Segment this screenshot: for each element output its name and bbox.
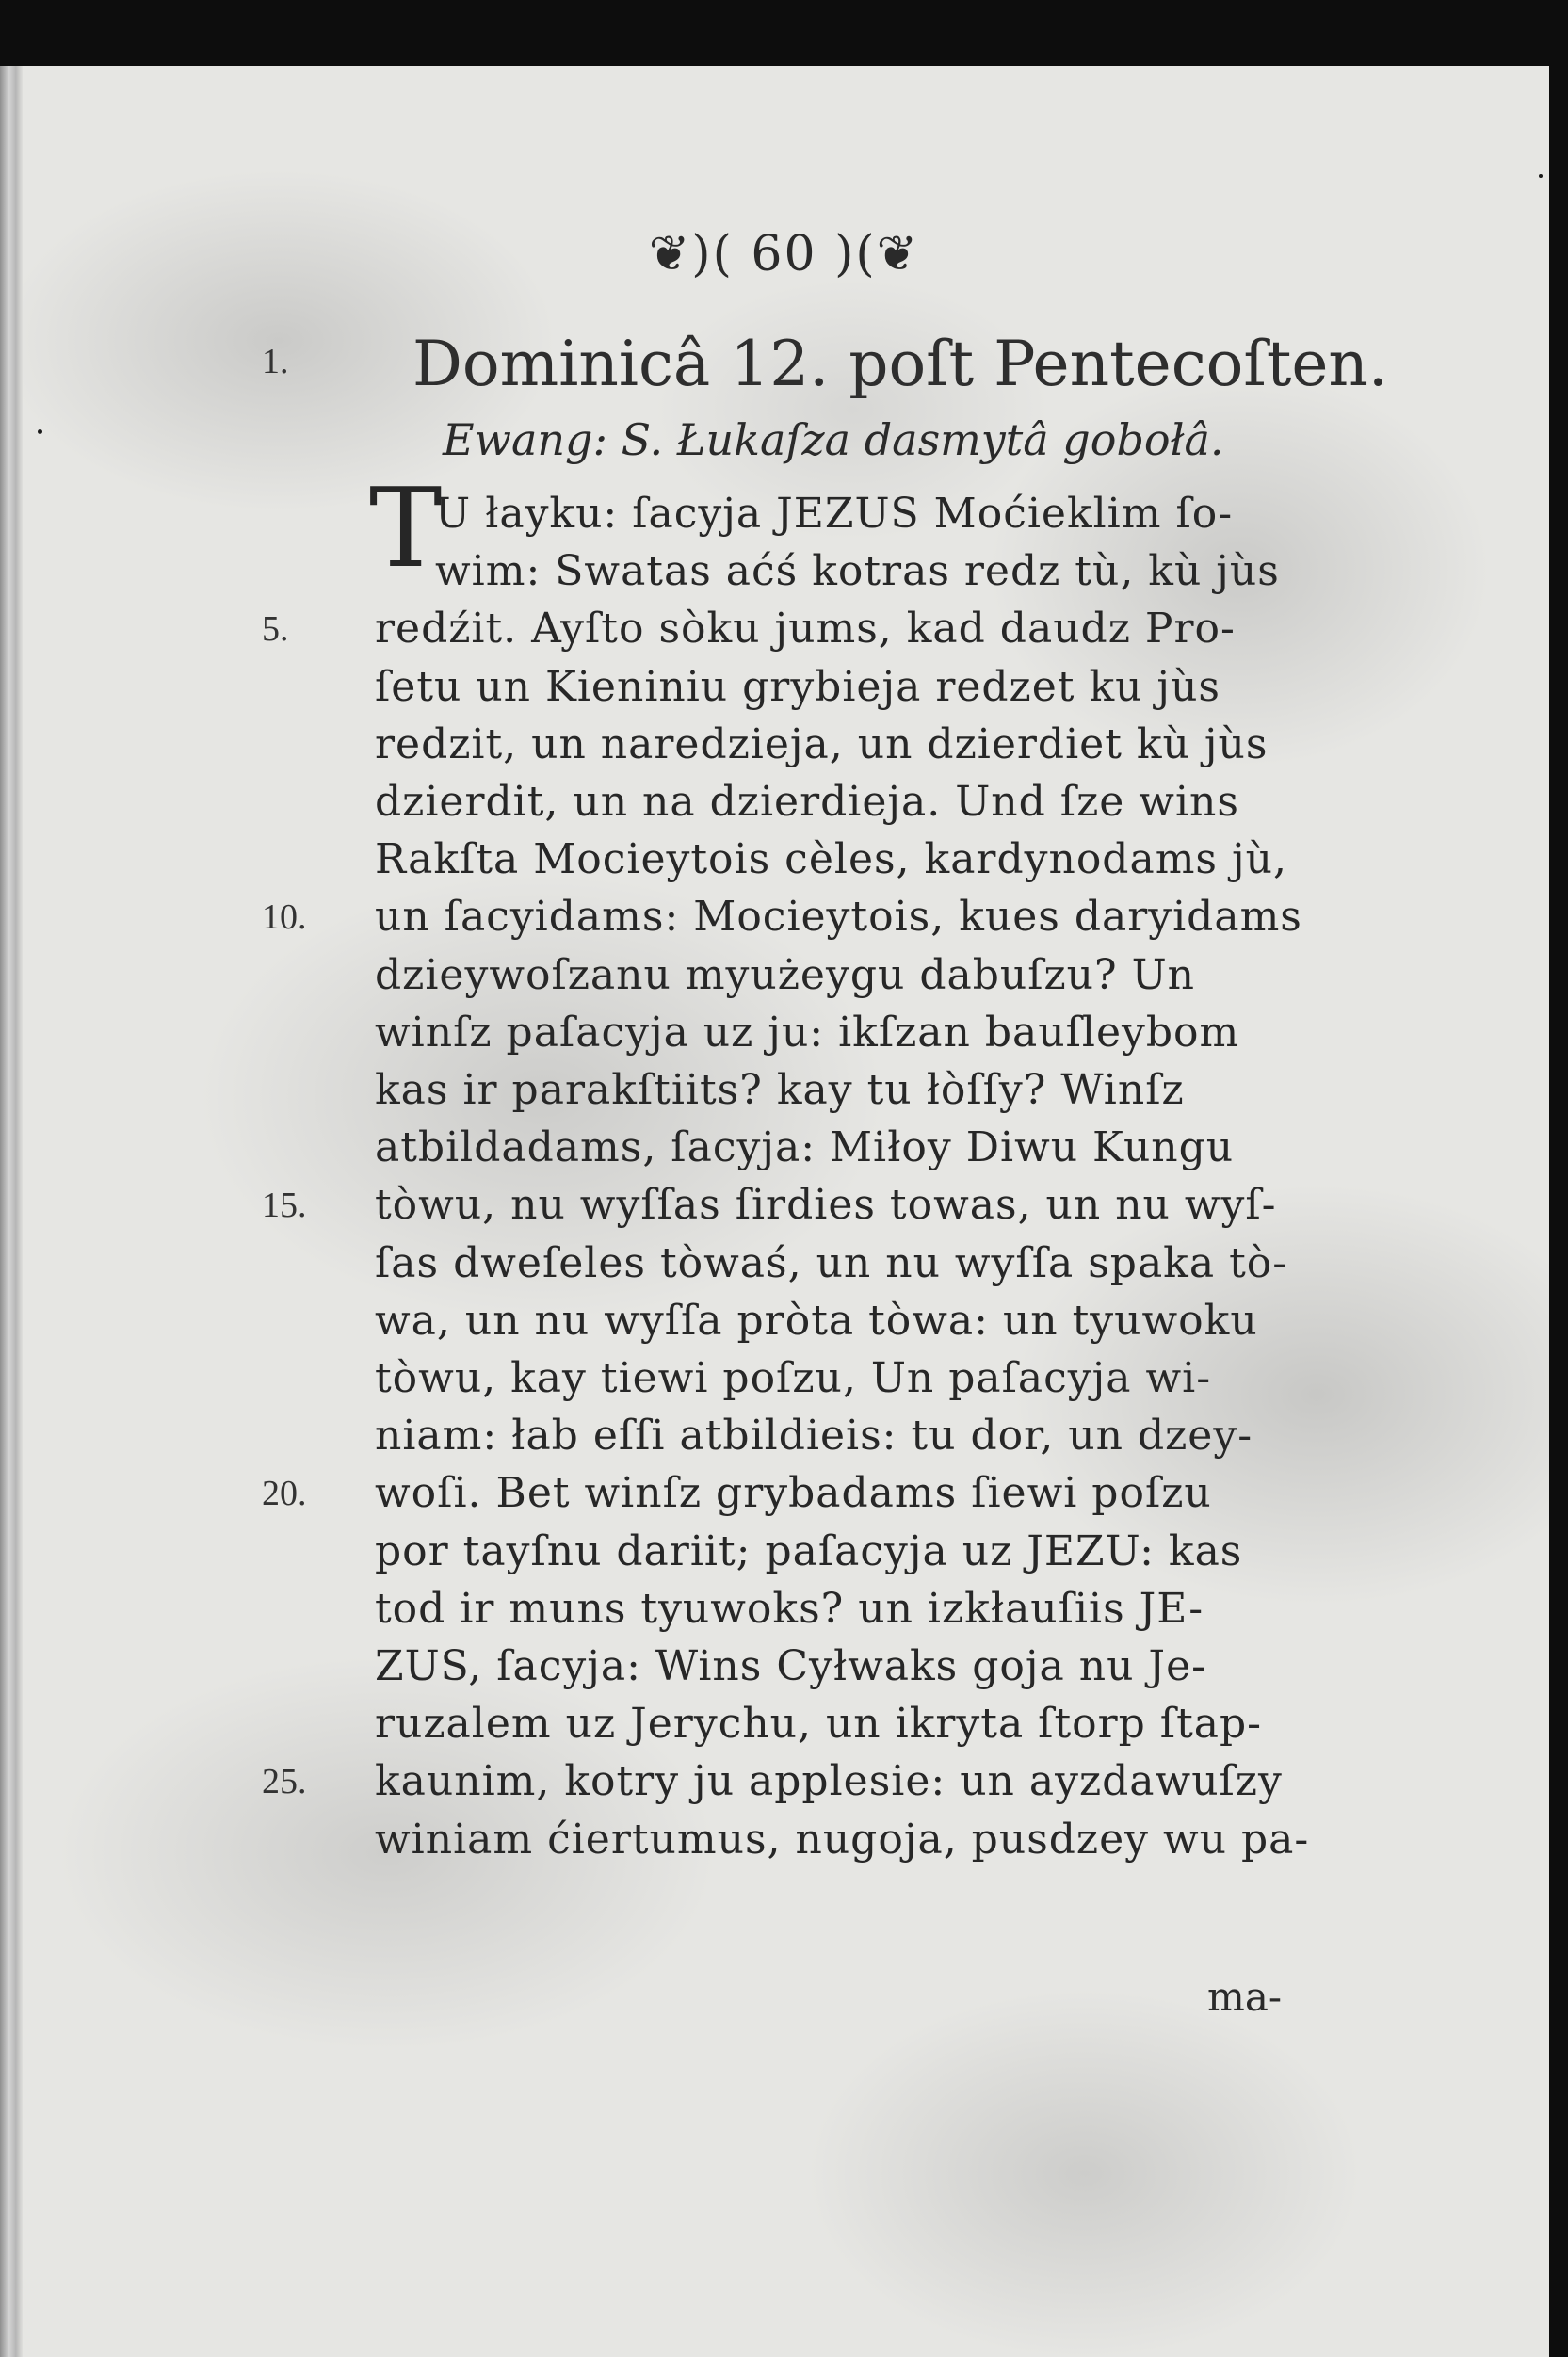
text-line: un ſacyidams: Mocieytois, kues daryidams — [375, 893, 1302, 941]
text-line: dzieywoſzanu myużeygu dabuſzu? Un — [375, 951, 1196, 999]
ink-speck — [38, 429, 42, 434]
page-header: ❦)( 60 )(❦ — [648, 226, 920, 283]
margin-line-number-1: 1. — [262, 342, 289, 381]
text-line: kas ir parakſtiits? kay tu łòſſy? Winſz — [375, 1066, 1185, 1114]
drop-capital: T — [369, 465, 443, 592]
text-line: por tayſnu dariit; paſacyja uz JEZU: kas — [375, 1527, 1243, 1575]
text-line: niam: łab eſſi atbildieis: tu dor, un dzey- — [375, 1412, 1253, 1460]
text-line: ſetu un Kieniniu grybieja redzet ku jùs — [375, 663, 1220, 711]
margin-line-number: 20. — [262, 1474, 307, 1513]
text-line: redźit. Ayſto sòku jums, kad daudz Pro- — [375, 605, 1236, 653]
text-line: tod ir muns tyuwoks? un izkłauſiis JE- — [375, 1585, 1204, 1633]
text-line: ſas dweſeles tòwaś, un nu wyſſa spaka tò- — [375, 1239, 1288, 1287]
catchword: ma- — [1207, 1974, 1283, 2020]
margin-line-number: 10. — [262, 897, 307, 937]
text-line: ruzalem uz Jerychu, un ikryta ſtorp ſtap- — [375, 1700, 1263, 1748]
page-title: Dominicâ 12. poſt Pentecoſten. — [412, 328, 1388, 400]
page-spine-edge — [0, 66, 23, 2357]
margin-line-number: 5. — [262, 609, 289, 649]
margin-line-number: 15. — [262, 1186, 307, 1225]
text-line: wim: Swatas aćś kotras redz tù, kù jùs — [435, 547, 1280, 595]
text-line: U łayku: ſacyja JEZUS Moćieklim ſo- — [435, 490, 1234, 538]
text-line: winiam ćiertumus, nugoja, pusdzey wu pa- — [375, 1816, 1310, 1864]
text-line: redzit, un naredzieja, un dzierdiet kù jùs — [375, 720, 1269, 768]
text-line: woſi. Bet winſz grybadams ſiewi poſzu — [375, 1469, 1212, 1517]
text-line: wa, un nu wyſſa pròta tòwa: un tyuwoku — [375, 1297, 1258, 1345]
page-subtitle: Ewang: S. Łukaſza dasmytâ gobołâ. — [443, 414, 1224, 465]
ink-speck — [1539, 174, 1543, 178]
text-line: Rakſta Mocieytois cèles, kardynodams jù, — [375, 835, 1287, 883]
text-line: ZUS, ſacyja: Wins Cyłwaks goja nu Je- — [375, 1642, 1206, 1690]
text-line: dzierdit, un na dzierdieja. Und ſze wins — [375, 778, 1239, 826]
text-line: tòwu, kay tiewi poſzu, Un paſacyja wi- — [375, 1354, 1212, 1402]
text-line: atbildadams, ſacyja: Miłoy Diwu Kungu — [375, 1123, 1235, 1171]
text-line: kaunim, kotry ju applesie: un ayzdawuſzy — [375, 1757, 1283, 1805]
text-line: winſz paſacyja uz ju: ikſzan bauſleybom — [375, 1009, 1240, 1057]
text-line: tòwu, nu wyſſas ſirdies towas, un nu wyſ- — [375, 1181, 1277, 1229]
margin-line-number: 25. — [262, 1762, 307, 1801]
